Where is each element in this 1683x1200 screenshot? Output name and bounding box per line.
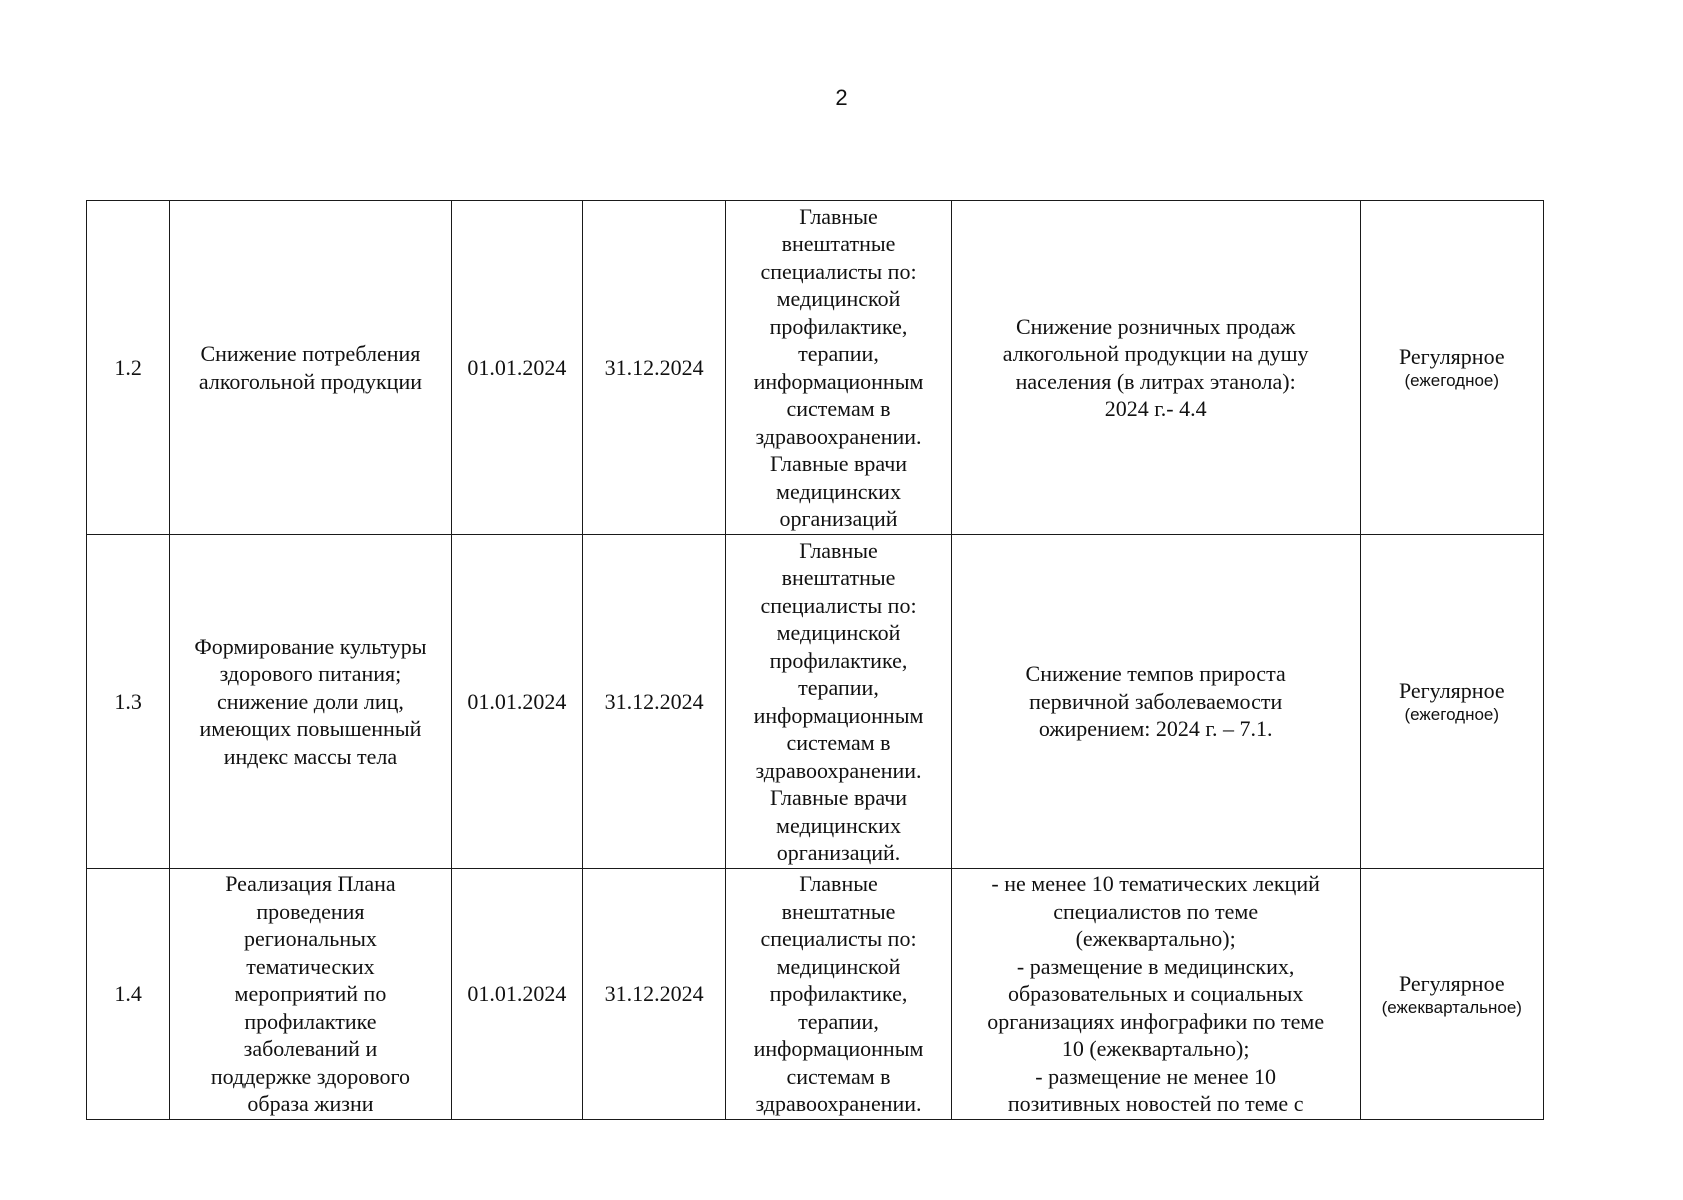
start-date: 01.01.2024 [451,869,582,1120]
responsible-line: Главные [799,871,878,897]
periodicity-note: (ежеквартальное) [1381,997,1522,1017]
responsible-persons [726,535,951,869]
expected-result [951,535,1360,869]
responsible-line: внештатные [781,898,896,924]
responsible-line: системам в [786,1063,891,1089]
periodicity [1360,201,1543,535]
page-number: 2 [835,85,848,110]
periodicity-main: Регулярное [1398,678,1505,703]
row-number: 1.2 [87,201,170,535]
periodicity [1360,535,1543,869]
responsible-line: терапии, [798,675,879,700]
end-date: 31.12.2024 [583,869,726,1120]
periodicity-note: (ежегодное) [1404,371,1500,390]
responsible-line: организаций [779,506,898,531]
responsible-line: терапии, [798,341,879,366]
event-name-line: проведения [256,898,365,924]
responsible-line: Главные врачи [769,785,908,810]
result-line: Снижение розничных продаж [1015,313,1296,339]
event-name [170,201,452,535]
responsible-line: специалисты по: [760,592,917,618]
responsible-line: медицинских [776,812,901,838]
responsible-line: медицинской [776,286,901,311]
responsible-line: Главные [799,203,878,229]
result-line: образовательных и социальных [1007,981,1304,1007]
responsible-line: внештатные [781,231,896,256]
expected-result [951,201,1360,535]
responsible-line: здравоохранении. [755,757,922,783]
end-date: 31.12.2024 [583,201,726,535]
event-name-line: здорового питания; [219,661,402,687]
result-line: - не менее 10 тематических лекций [991,871,1320,897]
expected-result [951,869,1360,1120]
row-number: 1.3 [87,535,170,869]
event-name-line: алкогольной продукции [198,368,422,394]
end-date: 31.12.2024 [583,535,726,869]
start-date: 01.01.2024 [451,201,582,535]
result-line: - размещение не менее 10 [1035,1063,1276,1089]
event-name-line: профилактике [244,1008,377,1034]
responsible-line: системам в [786,396,891,421]
result-line: ожирением: 2024 г. – 7.1. [1038,716,1273,742]
responsible-line: информационным [753,702,924,728]
result-line: позитивных новостей по теме с [1007,1091,1304,1117]
responsible-line: Главные врачи [769,451,908,476]
responsible-persons [726,201,951,535]
result-line: 10 (ежеквартально); [1061,1036,1250,1062]
responsible-line: терапии, [798,1008,879,1034]
responsible-line: внештатные [781,565,896,590]
plan-table [86,200,1544,1120]
event-name [170,535,452,869]
table-row [87,535,1544,869]
event-name-line: Реализация Плана [225,871,396,897]
row-number: 1.4 [87,869,170,1120]
event-name-line: заболеваний и [243,1036,378,1062]
responsible-line: организаций. [776,840,901,865]
event-name [170,869,452,1120]
responsible-line: медицинской [776,953,901,979]
periodicity-note: (ежегодное) [1404,705,1500,724]
table-row [87,201,1544,535]
periodicity [1360,869,1543,1120]
event-name-line: Формирование культуры [194,633,427,659]
result-line: 2024 г.- 4.4 [1104,396,1207,421]
result-line: населения (в литрах этанола): [1015,368,1296,394]
responsible-line: информационным [753,1036,924,1062]
event-name-line: поддержке здорового [210,1063,410,1089]
responsible-persons [726,869,951,1120]
event-name-line: снижение доли лиц, [216,688,404,714]
responsible-line: медицинских [776,478,901,504]
responsible-line: специалисты по: [760,258,917,284]
result-line: Снижение темпов прироста [1025,661,1286,687]
result-line: первичной заболеваемости [1029,688,1283,714]
periodicity-main: Регулярное [1398,970,1505,996]
responsible-line: профилактике, [769,981,908,1007]
event-name-line: региональных [244,926,377,952]
responsible-line: здравоохранении. [755,1091,922,1117]
start-date: 01.01.2024 [451,535,582,869]
result-line: (ежеквартально); [1075,926,1236,952]
periodicity-main: Регулярное [1398,344,1505,369]
event-name-line: мероприятий по [234,981,387,1007]
responsible-line: системам в [786,730,891,755]
responsible-line: Главные [799,537,878,563]
responsible-line: профилактике, [769,313,908,339]
table-row [87,869,1544,1120]
event-name-line: образа жизни [247,1091,374,1117]
result-line: - размещение в медицинских, [1016,953,1295,979]
responsible-line: здравоохранении. [755,423,922,449]
responsible-line: медицинской [776,620,901,645]
event-name-line: Снижение потребления [200,341,421,366]
responsible-line: информационным [753,368,924,394]
result-line: организациях инфографики по теме [987,1008,1325,1034]
result-line: алкогольной продукции на душу [1002,341,1309,366]
event-name-line: имеющих повышенный [199,716,422,742]
event-name-line: индекс массы тела [223,743,398,769]
responsible-line: специалисты по: [760,926,917,952]
responsible-line: профилактике, [769,647,908,673]
result-line: специалистов по теме [1053,898,1259,924]
event-name-line: тематических [246,953,375,979]
